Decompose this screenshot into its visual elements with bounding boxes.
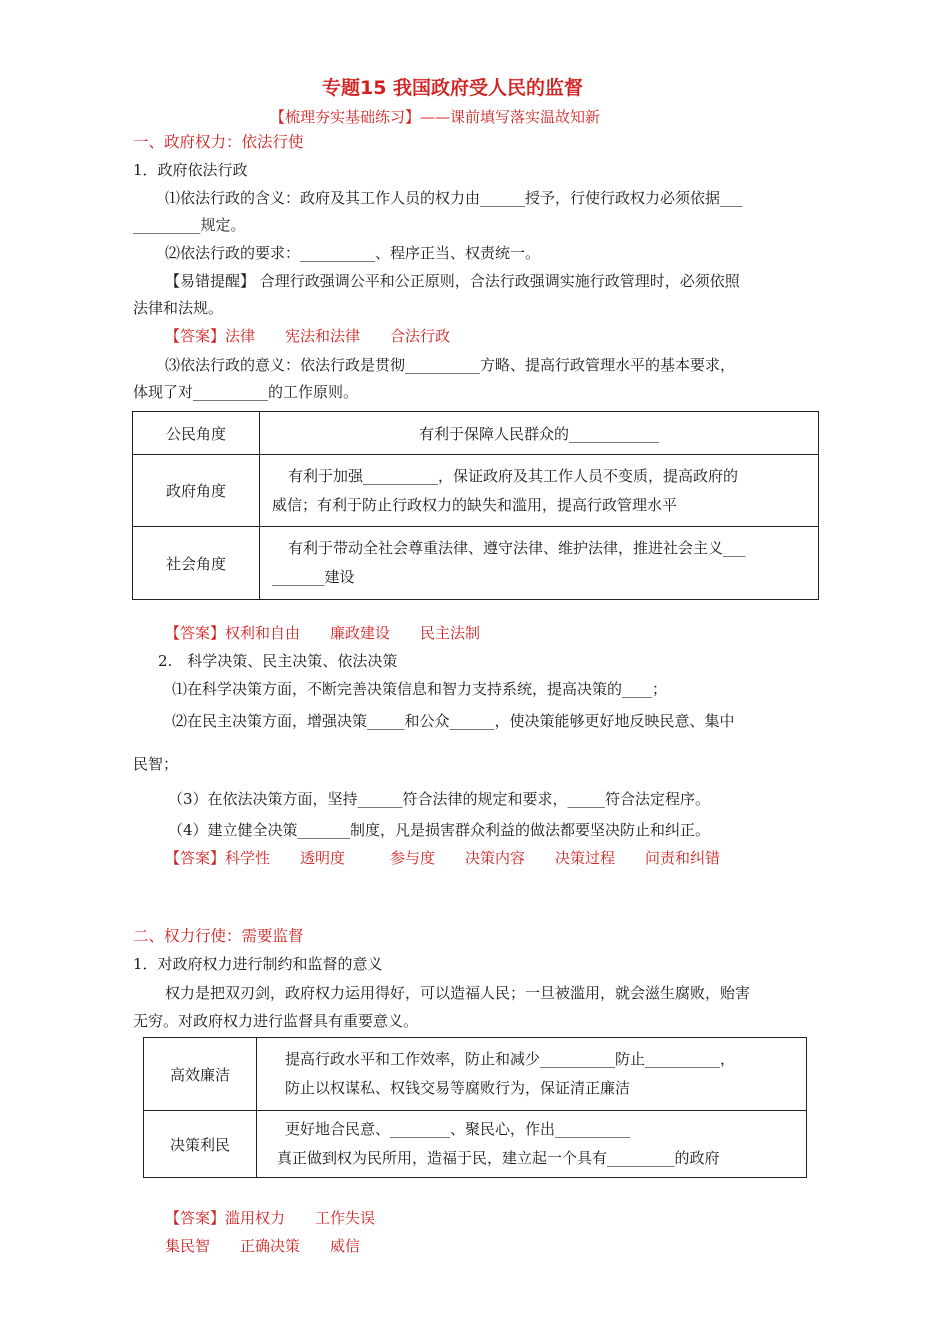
decision-line2b: 民智； — [133, 755, 179, 773]
row-content-decision — [257, 1111, 807, 1178]
table-row — [133, 527, 819, 600]
tip-line1: 【易错提醒】 合理行政强调公平和公正原则，合法行政强调实施行政管理时，必须依照 — [165, 272, 740, 290]
efficiency-line2: 防止以权谋私、权钱交易等腐败行为，保证清正廉洁 — [285, 1079, 631, 1097]
section2-heading: 二、权力行使：需要监督 — [133, 927, 304, 945]
answer-4-line2: 集民智 正确决策 威信 — [165, 1237, 361, 1255]
power-line2: 无穷。对政府权力进行监督具有重要意义。 — [133, 1012, 419, 1030]
tip-line2: 法律和法规。 — [133, 299, 224, 317]
subtitle-bracket: 【梳理夯实基础练习】 — [270, 108, 421, 126]
section1-item1-title: 1．政府依法行政 — [133, 161, 248, 179]
row-header-decision: 决策利民 — [144, 1111, 257, 1178]
significance-line2: 体现了对__________的工作原则。 — [133, 383, 359, 401]
section1-heading: 一、政府权力：依法行使 — [133, 133, 304, 151]
row-header-citizen: 公民角度 — [133, 412, 260, 455]
answer-3: 【答案】科学性 透明度 参与度 决策内容 决策过程 问责和纠错 — [165, 849, 721, 867]
significance-table — [132, 411, 819, 600]
answer-2: 【答案】权利和自由 廉政建设 民主法制 — [165, 624, 481, 642]
answer-4-line1: 【答案】滥用权力 工作失误 — [165, 1209, 376, 1227]
row-content-society — [260, 527, 819, 600]
power-line1: 权力是把双刃剑，政府权力运用得好，可以造福人民；一旦被滥用，就会滋生腐败，贻害 — [165, 984, 751, 1002]
row-content-citizen: 有利于保障人民群众的____________ — [260, 412, 819, 455]
supervision-table — [143, 1037, 807, 1178]
section1-item2-title: 2. 科学决策、民主决策、依法决策 — [158, 652, 398, 670]
efficiency-line1: 提高行政水平和工作效率，防止和减少__________防止__________， — [285, 1050, 736, 1068]
decision-line3: （3）在依法决策方面，坚持______符合法律的规定和要求，_____符合法定程序。 — [168, 790, 711, 808]
row-header-society: 社会角度 — [133, 527, 260, 600]
subtitle-rest: ——课前填写落实温故知新 — [420, 108, 601, 126]
table-row — [144, 1038, 807, 1111]
decision-line4: （4）建立健全决策_______制度，凡是损害群众利益的做法都要坚决防止和纠正。 — [168, 821, 711, 839]
row-header-government: 政府角度 — [133, 455, 260, 527]
page-subtitle — [270, 106, 600, 127]
row-content-efficiency — [257, 1038, 807, 1111]
decision-line2a: ⑵在民主决策方面，增强决策_____和公众______，使决策能够更好地反映民意、集中 — [172, 712, 735, 730]
answer-1: 【答案】法律 宪法和法律 合法行政 — [165, 327, 451, 345]
society-line2: _______建设 — [272, 568, 355, 586]
table-row — [133, 412, 819, 455]
meaning-line2: _________规定。 — [133, 216, 246, 234]
row-content-government — [260, 455, 819, 527]
table-row — [144, 1111, 807, 1178]
section2-item1-title: 1．对政府权力进行制约和监督的意义 — [133, 955, 383, 973]
significance-line1: ⑶依法行政的意义：依法行政是贯彻__________方略、提高行政管理水平的基本要求， — [165, 356, 736, 374]
page-title: 专题15 我国政府受人民的监督 — [322, 77, 584, 99]
government-line1: 有利于加强__________，保证政府及其工作人员不变质，提高政府的 — [288, 466, 739, 485]
row-header-efficiency: 高效廉洁 — [144, 1038, 257, 1111]
society-line1: 有利于带动全社会尊重法律、遵守法律、维护法律，推进社会主义___ — [288, 539, 746, 557]
decision-benefit-line2: 真正做到权为民所用，造福于民，建立起一个具有_________的政府 — [277, 1149, 720, 1167]
decision-benefit-line1: 更好地合民意、________、聚民心，作出__________ — [285, 1120, 631, 1138]
government-line2: 威信；有利于防止行政权力的缺失和滥用，提高行政管理水平 — [272, 495, 678, 514]
table-row — [133, 455, 819, 527]
decision-line1: ⑴在科学决策方面，不断完善决策信息和智力支持系统，提高决策的____； — [172, 680, 668, 698]
meaning-line1: ⑴依法行政的含义：政府及其工作人员的权力由______授予，行使行政权力必须依据___ — [165, 189, 743, 207]
requirement-line: ⑵依法行政的要求：__________、程序正当、权责统一。 — [165, 244, 541, 262]
